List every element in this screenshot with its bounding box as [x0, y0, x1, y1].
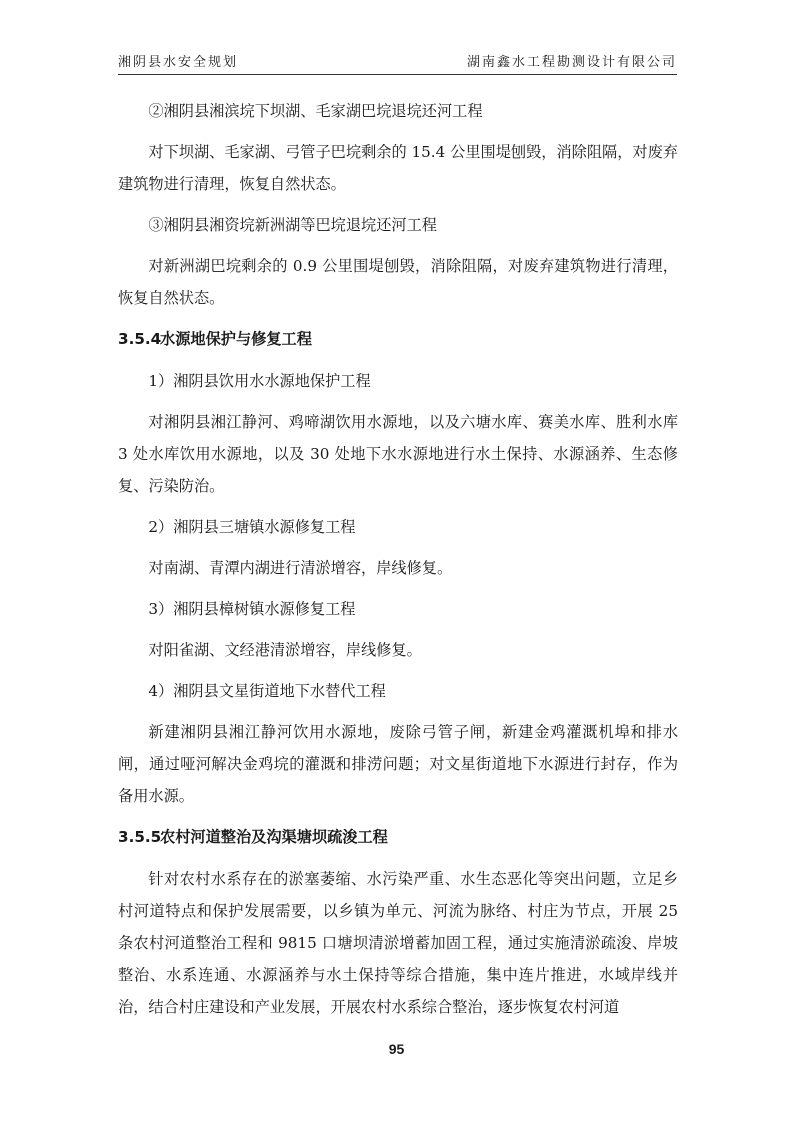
section-title: 农村河道整治及沟渠塘坝疏浚工程: [160, 828, 388, 846]
list-item: 4）湘阴县文星街道地下水替代工程: [148, 682, 386, 700]
header-document-title: 湘阴县水安全规划: [118, 55, 239, 70]
section-number: 3.5.4: [118, 330, 162, 348]
section-heading: [118, 323, 678, 355]
list-item: 3）湘阴县樟树镇水源修复工程: [148, 600, 356, 618]
page-header: [118, 52, 677, 75]
page-content: [118, 86, 678, 1032]
list-item: ②湘阴县湘滨垸下坝湖、毛家湖巴垸退垸还河工程: [148, 102, 483, 120]
section-number: 3.5.5: [118, 828, 162, 846]
body-paragraph: 针对农村水系存在的淤塞萎缩、水污染严重、水生态恶化等突出问题，立足乡村河道特点和保护发展需要，以乡镇为单元、河流为脉络、村庄为节点，开展 25 条农村河道整治工程和 9815 口塘坝清淤增蓄加固工程，通过实施清淤疏浚、岸坡整治、水系连通、水源涵养与水土保持等综合措施，集中连片推进，水域岸线并治，结合村庄建设和产业发展，开展农村水系综合整治，逐步恢复农村河道: [118, 870, 678, 1016]
list-item: ③湘阴县湘资垸新洲湖等巴垸退垸还河工程: [148, 216, 437, 234]
list-item: 1）湘阴县饮用水水源地保护工程: [148, 372, 371, 390]
list-item: 2）湘阴县三塘镇水源修复工程: [148, 518, 356, 536]
body-paragraph: 对新洲湖巴垸剩余的 0.9 公里围堤刨毁，消除阻隔，对废弃建筑物进行清理，恢复自然状态。: [118, 257, 678, 307]
section-title: 水源地保护与修复工程: [160, 330, 312, 348]
body-paragraph: 对下坝湖、毛家湖、弓管子巴垸剩余的 15.4 公里围堤刨毁，消除阻隔，对废弃建筑物进行清理，恢复自然状态。: [118, 143, 678, 193]
body-paragraph: 对湘阴县湘江静河、鸡啼湖饮用水源地，以及六塘水库、赛美水库、胜利水库 3 处水库饮用水源地，以及 30 处地下水水源地进行水土保持、水源涵养、生态修复、污染防治。: [118, 413, 678, 495]
section-heading: [118, 821, 678, 853]
header-company-name: 湖南鑫水工程勘测设计有限公司: [466, 55, 677, 70]
body-paragraph: 对南湖、青潭内湖进行清淤增容，岸线修复。: [148, 559, 453, 577]
body-paragraph: 新建湘阴县湘江静河饮用水源地，废除弓管子闸，新建金鸡灌溉机埠和排水闸，通过哑河解决金鸡垸的灌溉和排涝问题；对文星街道地下水源进行封存，作为备用水源。: [118, 723, 678, 805]
page-number: 95: [388, 1041, 405, 1057]
body-paragraph: 对阳雀湖、文经港清淤增容，岸线修复。: [148, 641, 422, 659]
